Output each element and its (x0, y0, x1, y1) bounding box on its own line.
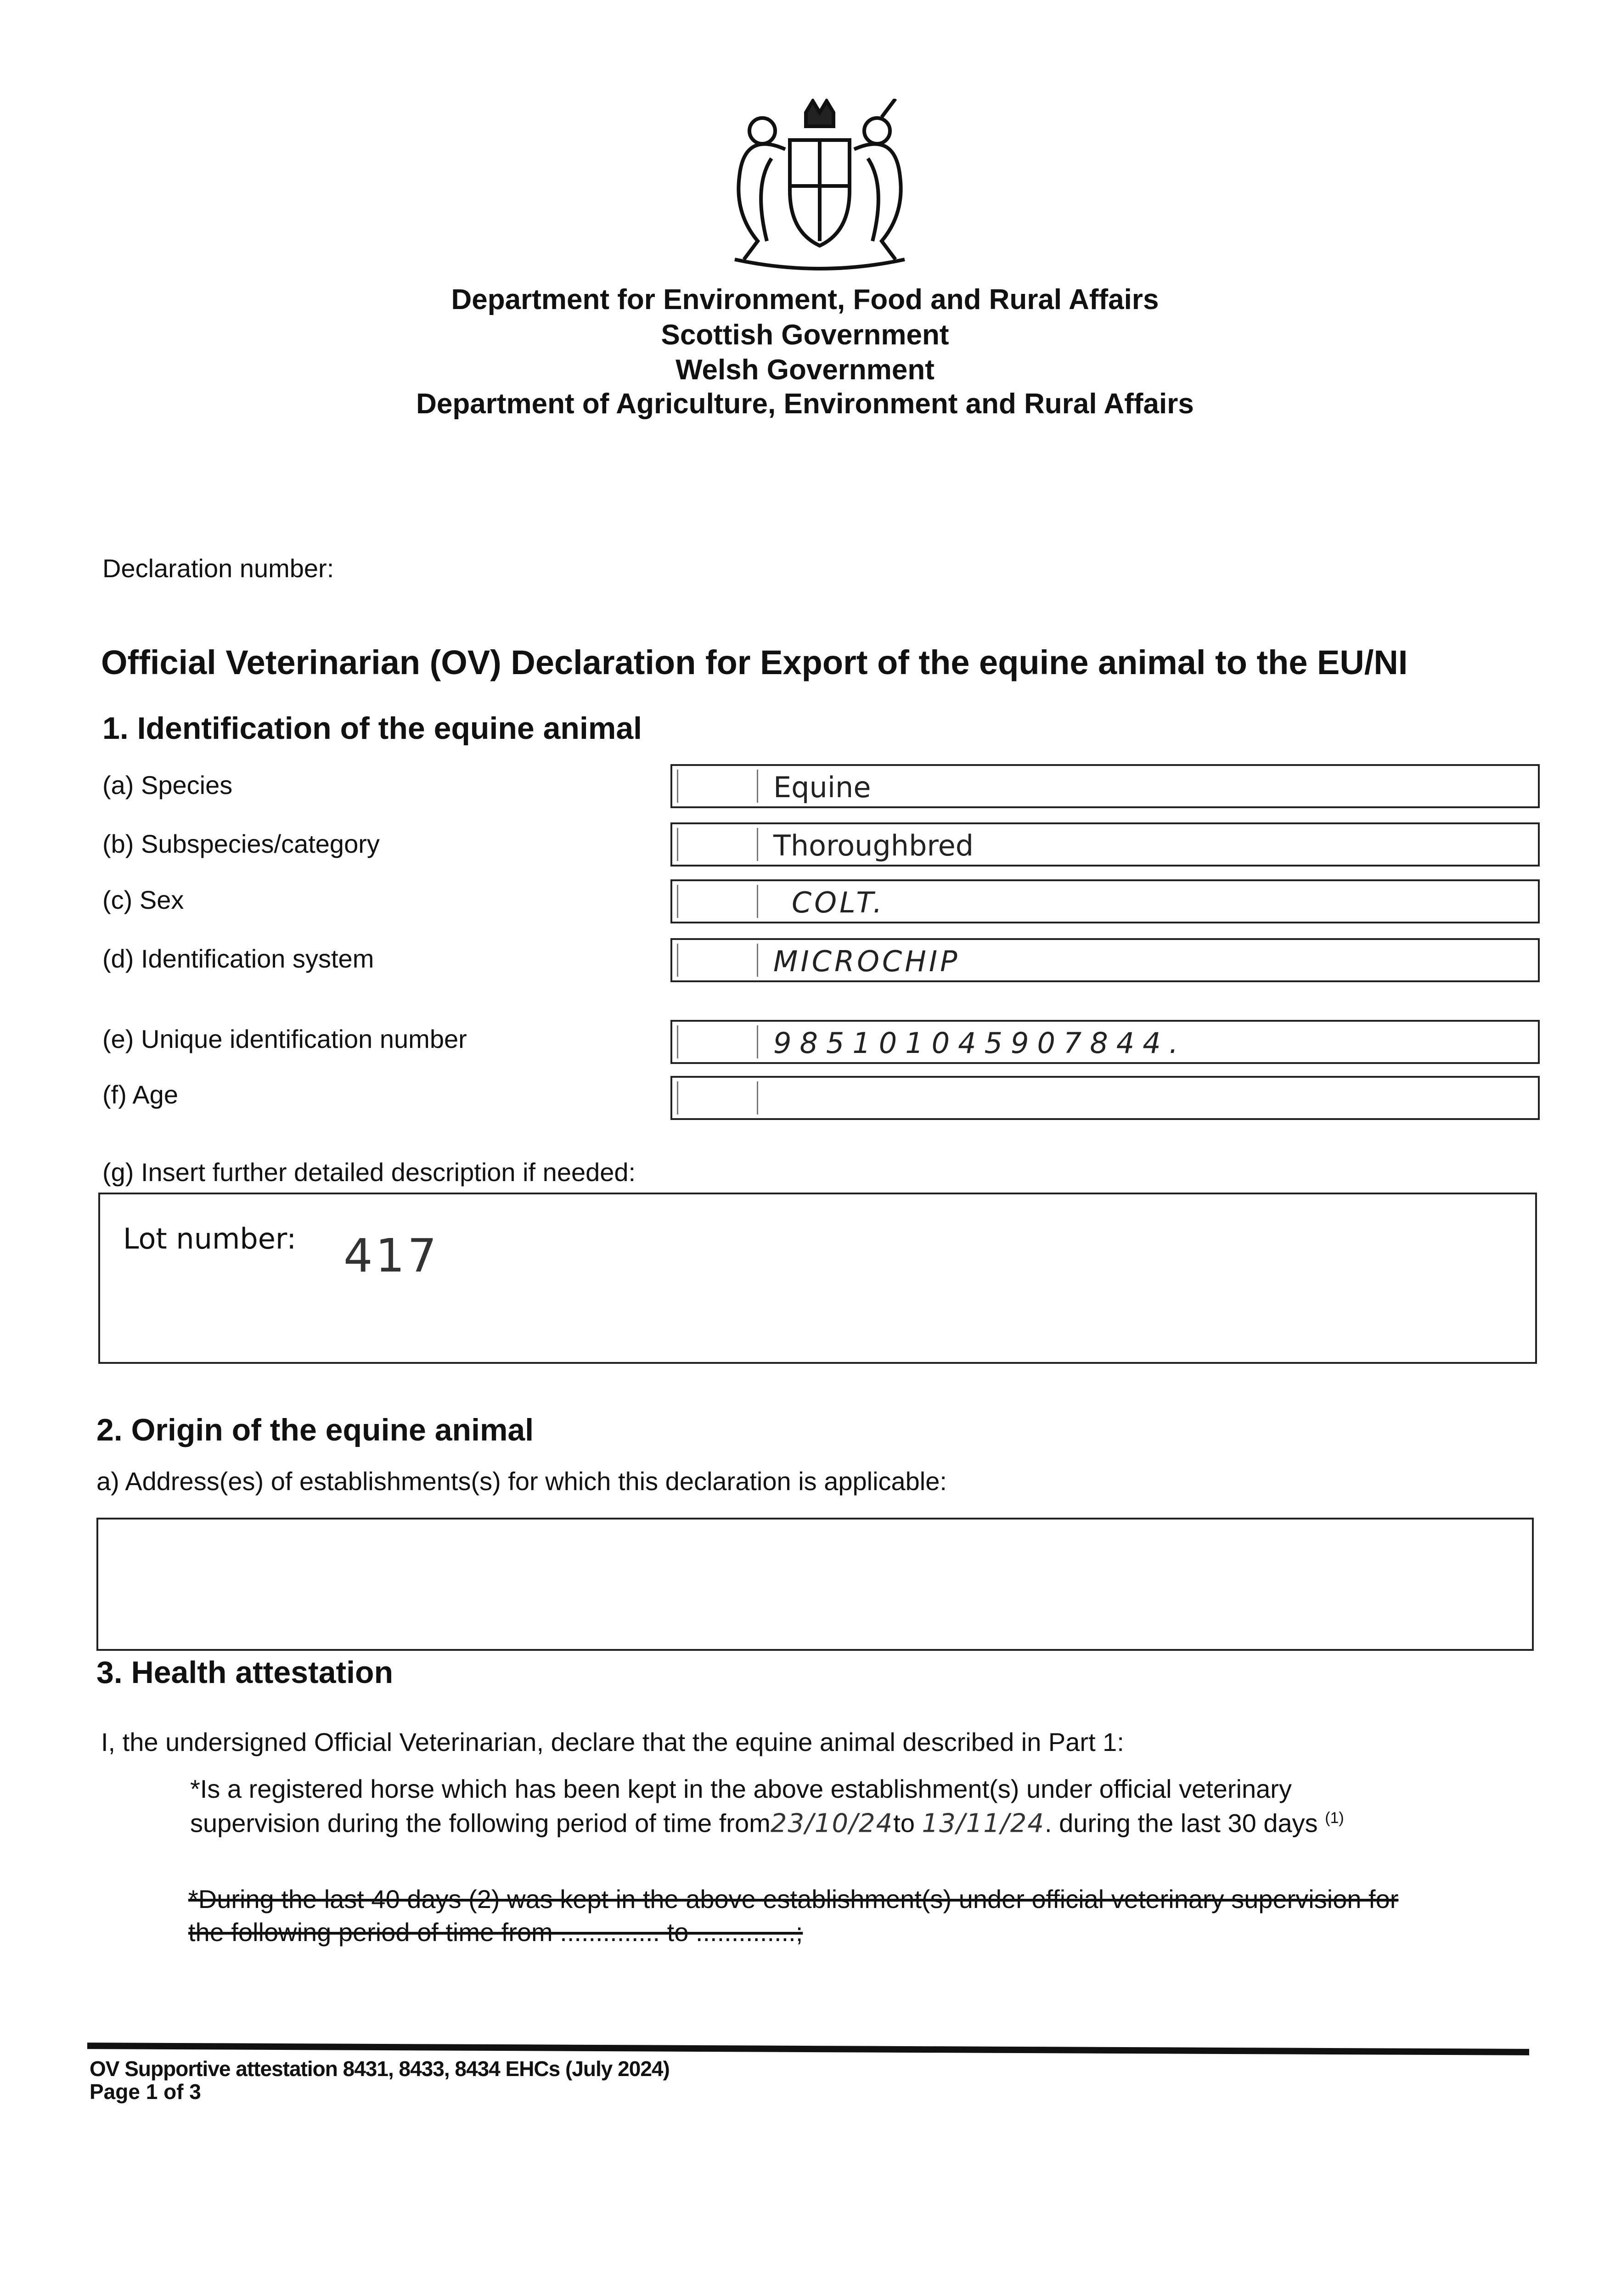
footer-divider (87, 2043, 1529, 2055)
attestation-line-2-end: . during the last 30 days (1045, 1808, 1318, 1838)
section-3-heading: 3. Health attestation (96, 1655, 394, 1690)
footer-page-number: Page 1 of 3 (90, 2080, 201, 2104)
royal-coat-of-arms-logo (716, 99, 923, 273)
header-line-scottish-gov: Scottish Government (661, 319, 949, 351)
description-box[interactable] (98, 1193, 1537, 1364)
label-species: (a) Species (102, 771, 233, 799)
header-line-defra: Department for Environment, Food and Rural Affairs (451, 284, 1159, 315)
lot-number-label: Lot number: (123, 1222, 297, 1255)
page-title: Official Veterinarian (OV) Declaration for Export of the equine animal to the EU/NI (101, 643, 1408, 681)
header-line-welsh-gov: Welsh Government (676, 354, 934, 386)
label-subspecies: (b) Subspecies/category (102, 829, 380, 858)
description-label: (g) Insert further detailed description if needed: (102, 1158, 636, 1187)
struck-attestation-line-1: *During the last 40 days (2) was kept in the above establishment(s) under official veterinary supervision for (188, 1885, 1399, 1913)
label-sex: (c) Sex (102, 885, 184, 914)
health-intro: I, the undersigned Official Veterinarian, declare that the equine animal described in Part 1: (101, 1728, 1124, 1756)
attestation-line-1: *Is a registered horse which has been kept in the above establishment(s) under official veterinary (190, 1774, 1292, 1803)
subspecies-field[interactable] (670, 822, 1540, 867)
attestation-line-2-start: supervision during the following period of time from (190, 1808, 771, 1838)
declaration-number-label: Declaration number: (102, 554, 334, 583)
age-field[interactable] (670, 1076, 1540, 1120)
footnote-1: (1) (1325, 1809, 1344, 1827)
section-1-heading: 1. Identification of the equine animal (102, 711, 642, 746)
unique-id-value: 985101045907844. (773, 1026, 1187, 1060)
subspecies-value: Thoroughbred (773, 829, 974, 862)
label-unique-id: (e) Unique identification number (102, 1024, 467, 1053)
sex-field[interactable] (670, 879, 1540, 923)
species-field[interactable] (670, 764, 1540, 808)
struck-attestation-line-2: the following period of time from .............. to ..............; (188, 1918, 803, 1947)
date-to-value: 13/11/24 (922, 1808, 1045, 1839)
identification-system-value: MICROCHIP (773, 945, 960, 978)
sex-value: COLT. (792, 886, 885, 919)
label-identification-system: (d) Identification system (102, 944, 374, 973)
section-2-heading: 2. Origin of the equine animal (96, 1412, 534, 1447)
attestation-line-2 (190, 1810, 1344, 1837)
header-line-daera: Department of Agriculture, Environment and Rural Affairs (416, 388, 1194, 420)
unique-id-field[interactable] (670, 1020, 1540, 1064)
to-text: to (893, 1808, 915, 1838)
lot-number-value: 417 (343, 1229, 439, 1283)
date-from-value: 23/10/24 (770, 1808, 894, 1839)
label-age: (f) Age (102, 1080, 178, 1109)
identification-system-field[interactable] (670, 938, 1540, 982)
species-value: Equine (773, 771, 871, 804)
footer-reference: OV Supportive attestation 8431, 8433, 8434 EHCs (July 2024) (90, 2057, 670, 2081)
address-box[interactable] (96, 1518, 1534, 1651)
address-label: a) Address(es) of establishments(s) for which this declaration is applicable: (96, 1467, 947, 1496)
